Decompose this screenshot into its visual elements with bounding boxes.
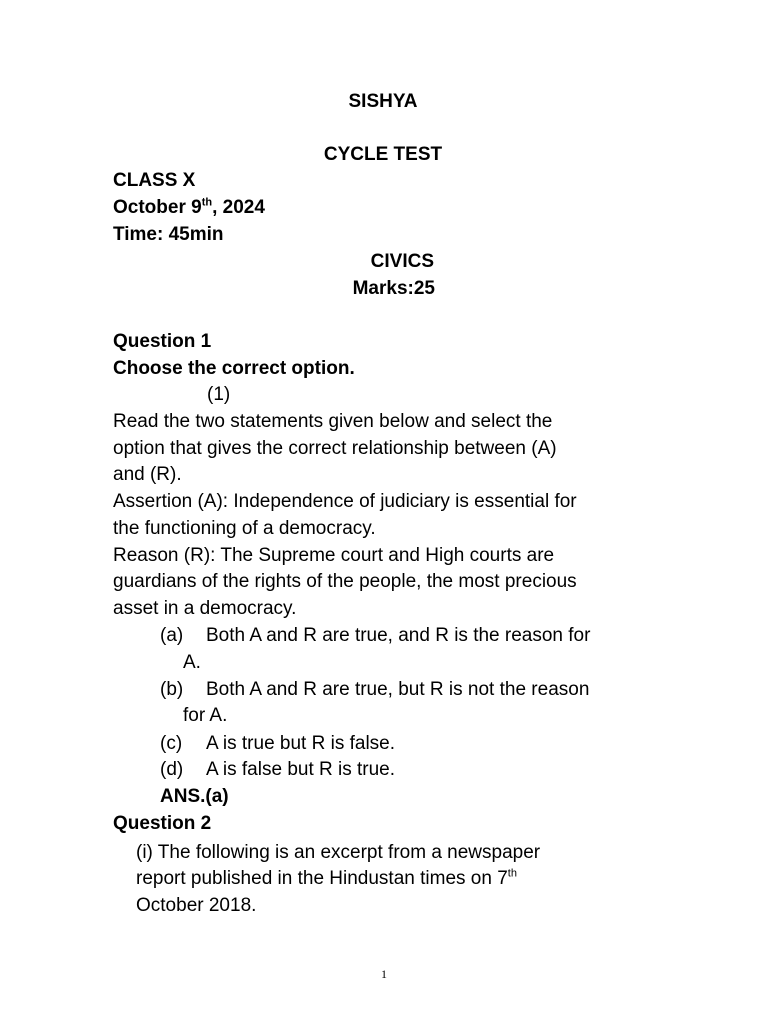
question-2-line-3: October 2018. <box>136 895 257 916</box>
reason-line-1: Reason (R): The Supreme court and High courts are <box>113 545 555 566</box>
option-b-letter: (b) <box>160 679 184 700</box>
school-name: SISHYA <box>348 91 418 112</box>
stem-line-3: and (R). <box>113 464 182 485</box>
option-d-text: A is false but R is true. <box>206 759 396 780</box>
option-c-letter: (c) <box>160 733 183 754</box>
question-2-line-2-text: report published in the Hindustan times on 7 <box>136 868 508 889</box>
question-1-marks: (1) <box>207 384 231 405</box>
option-a-text-line-1: Both A and R are true, and R is the reason for <box>206 625 591 646</box>
date-prefix: October 9 <box>113 197 202 218</box>
option-c-text: A is true but R is false. <box>206 733 396 754</box>
test-title: CYCLE TEST <box>323 144 443 165</box>
question-1-answer: ANS.(a) <box>160 786 229 807</box>
page-number: 1 <box>381 967 387 981</box>
option-b-text-line-1: Both A and R are true, but R is not the reason <box>206 679 590 700</box>
date-suffix: , 2024 <box>212 197 265 218</box>
option-b-text-line-2: for A. <box>183 705 228 726</box>
question-2-heading: Question 2 <box>113 813 212 834</box>
option-d-letter: (d) <box>160 759 184 780</box>
question-2-line-1: (i) The following is an excerpt from a newspaper <box>136 842 541 863</box>
assertion-line-1: Assertion (A): Independence of judiciary is essential for <box>113 491 577 512</box>
time-label: Time: 45min <box>113 224 224 245</box>
reason-line-2: guardians of the rights of the people, the most precious <box>113 571 577 592</box>
option-a-text-line-2: A. <box>183 652 201 673</box>
assertion-line-2: the functioning of a democracy. <box>113 518 376 539</box>
option-a-letter: (a) <box>160 625 184 646</box>
question-2-line-2 <box>136 866 517 892</box>
question-2-superscript: th <box>507 867 517 880</box>
date-superscript: th <box>201 196 213 209</box>
marks-label: Marks:25 <box>352 278 435 299</box>
class-label: CLASS X <box>113 170 196 191</box>
stem-line-1: Read the two statements given below and select the <box>113 411 553 432</box>
test-date <box>113 195 265 221</box>
question-1-instruction: Choose the correct option. <box>113 358 355 379</box>
subject-label: CIVICS <box>370 251 434 272</box>
stem-line-2: option that gives the correct relationship between (A) <box>113 438 557 459</box>
reason-line-3: asset in a democracy. <box>113 598 297 619</box>
question-1-heading: Question 1 <box>113 331 212 352</box>
